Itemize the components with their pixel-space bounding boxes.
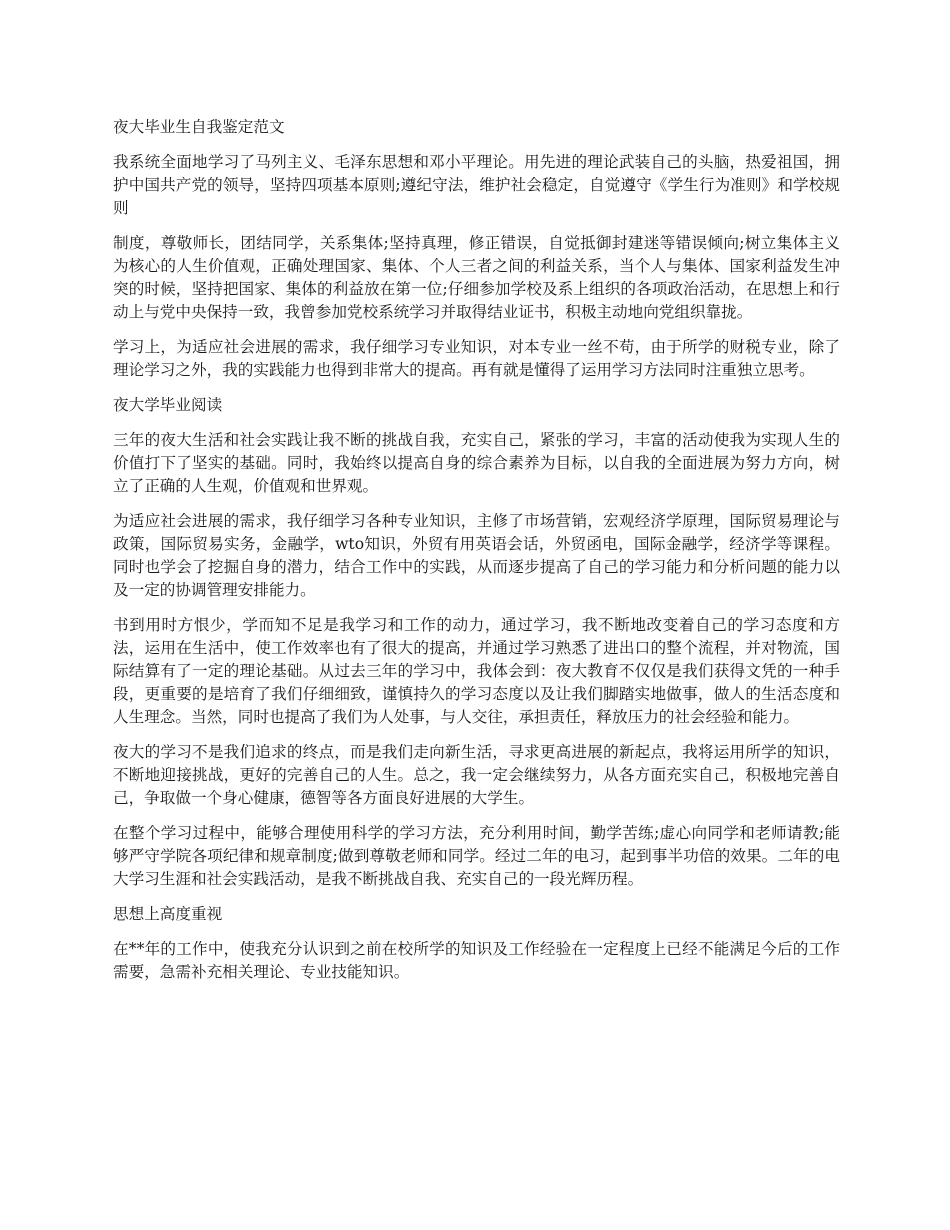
paragraph: 为适应社会进展的需求，我仔细学习各种专业知识，主修了市场营销，宏观经济学原理，国际贸易理论与政策，国际贸易实务，金融学，wto知识，外贸有用英语会话，外贸函电，国际金融学，经济学等课程。同时也学会了挖掘自身的潜力，结合工作中的实践，从而逐步提高了自己的学习能力和分析问题的能力以及一定的协调管理安排能力。 <box>113 512 840 599</box>
paragraph: 三年的夜大生活和社会实践让我不断的挑战自我，充实自己，紧张的学习，丰富的活动使我为实现人生的价值打下了坚实的基础。同时，我始终以提高自身的综合素养为目标，以自我的全面进展为努力方向，树立了正确的人生观，价值观和世界观。 <box>113 431 840 495</box>
paragraph: 学习上，为适应社会进展的需求，我仔细学习专业知识，对本专业一丝不苟，由于所学的财税专业，除了理论学习之外，我的实践能力也得到非常大的提高。再有就是懂得了运用学习方法同时注重独立思考。 <box>113 338 840 379</box>
paragraph: 书到用时方恨少，学而知不足是我学习和工作的动力，通过学习，我不断地改变着自己的学习态度和方法，运用在生活中，使工作效率也有了很大的提高，并通过学习熟悉了进出口的整个流程，并对物流，国际结算有了一定的理论基础。从过去三年的学习中，我体会到：夜大教育不仅仅是我们获得文凭的一种手段，更重要的是培育了我们仔细细致，谨慎持久的学习态度以及让我们脚踏实地做事，做人的生活态度和人生理念。当然，同时也提高了我们为人处事，与人交往，承担责任，释放压力的社会经验和能力。 <box>113 616 840 726</box>
paragraph: 在**年的工作中，使我充分认识到之前在校所学的知识及工作经验在一定程度上已经不能满足今后的工作需要，急需补充相关理论、专业技能知识。 <box>113 940 840 981</box>
paragraph: 制度，尊敬师长，团结同学，关系集体;坚持真理，修正错误，自觉抵御封建迷等错误倾向;树立集体主义为核心的人生价值观，正确处理国家、集体、个人三者之间的利益关系，当个人与集体、国家利益发生冲突的时候，坚持把国家、集体的利益放在第一位;仔细参加学校及系上组织的各项政治活动，在思想上和行动上与党中央保持一致，我曾参加党校系统学习并取得结业证书，积极主动地向党组织靠拢。 <box>113 234 840 321</box>
section-heading: 夜大学毕业阅读 <box>113 396 223 414</box>
document-body <box>113 116 840 996</box>
section-heading: 思想上高度重视 <box>113 905 223 923</box>
paragraph: 在整个学习过程中，能够合理使用科学的学习方法，充分利用时间，勤学苦练;虚心向同学和老师请教;能够严守学院各项纪律和规章制度;做到尊敬老师和同学。经过二年的电习，起到事半功倍的效果。二年的电大学习生涯和社会实践活动，是我不断挑战自我、充实自己的一段光辉历程。 <box>113 824 840 888</box>
paragraph: 夜大的学习不是我们追求的终点，而是我们走向新生活，寻求更高进展的新起点，我将运用所学的知识，不断地迎接挑战，更好的完善自己的人生。总之，我一定会继续努力，从各方面充实自己，积极地完善自己，争取做一个身心健康，德智等各方面良好进展的大学生。 <box>113 743 840 807</box>
paragraph: 我系统全面地学习了马列主义、毛泽东思想和邓小平理论。用先进的理论武装自己的头脑，热爱祖国，拥护中国共产党的领导，坚持四项基本原则;遵纪守法，维护社会稳定，自觉遵守《学生行为准则》和学校规则 <box>113 153 840 217</box>
document-title: 夜大毕业生自我鉴定范文 <box>113 118 285 136</box>
